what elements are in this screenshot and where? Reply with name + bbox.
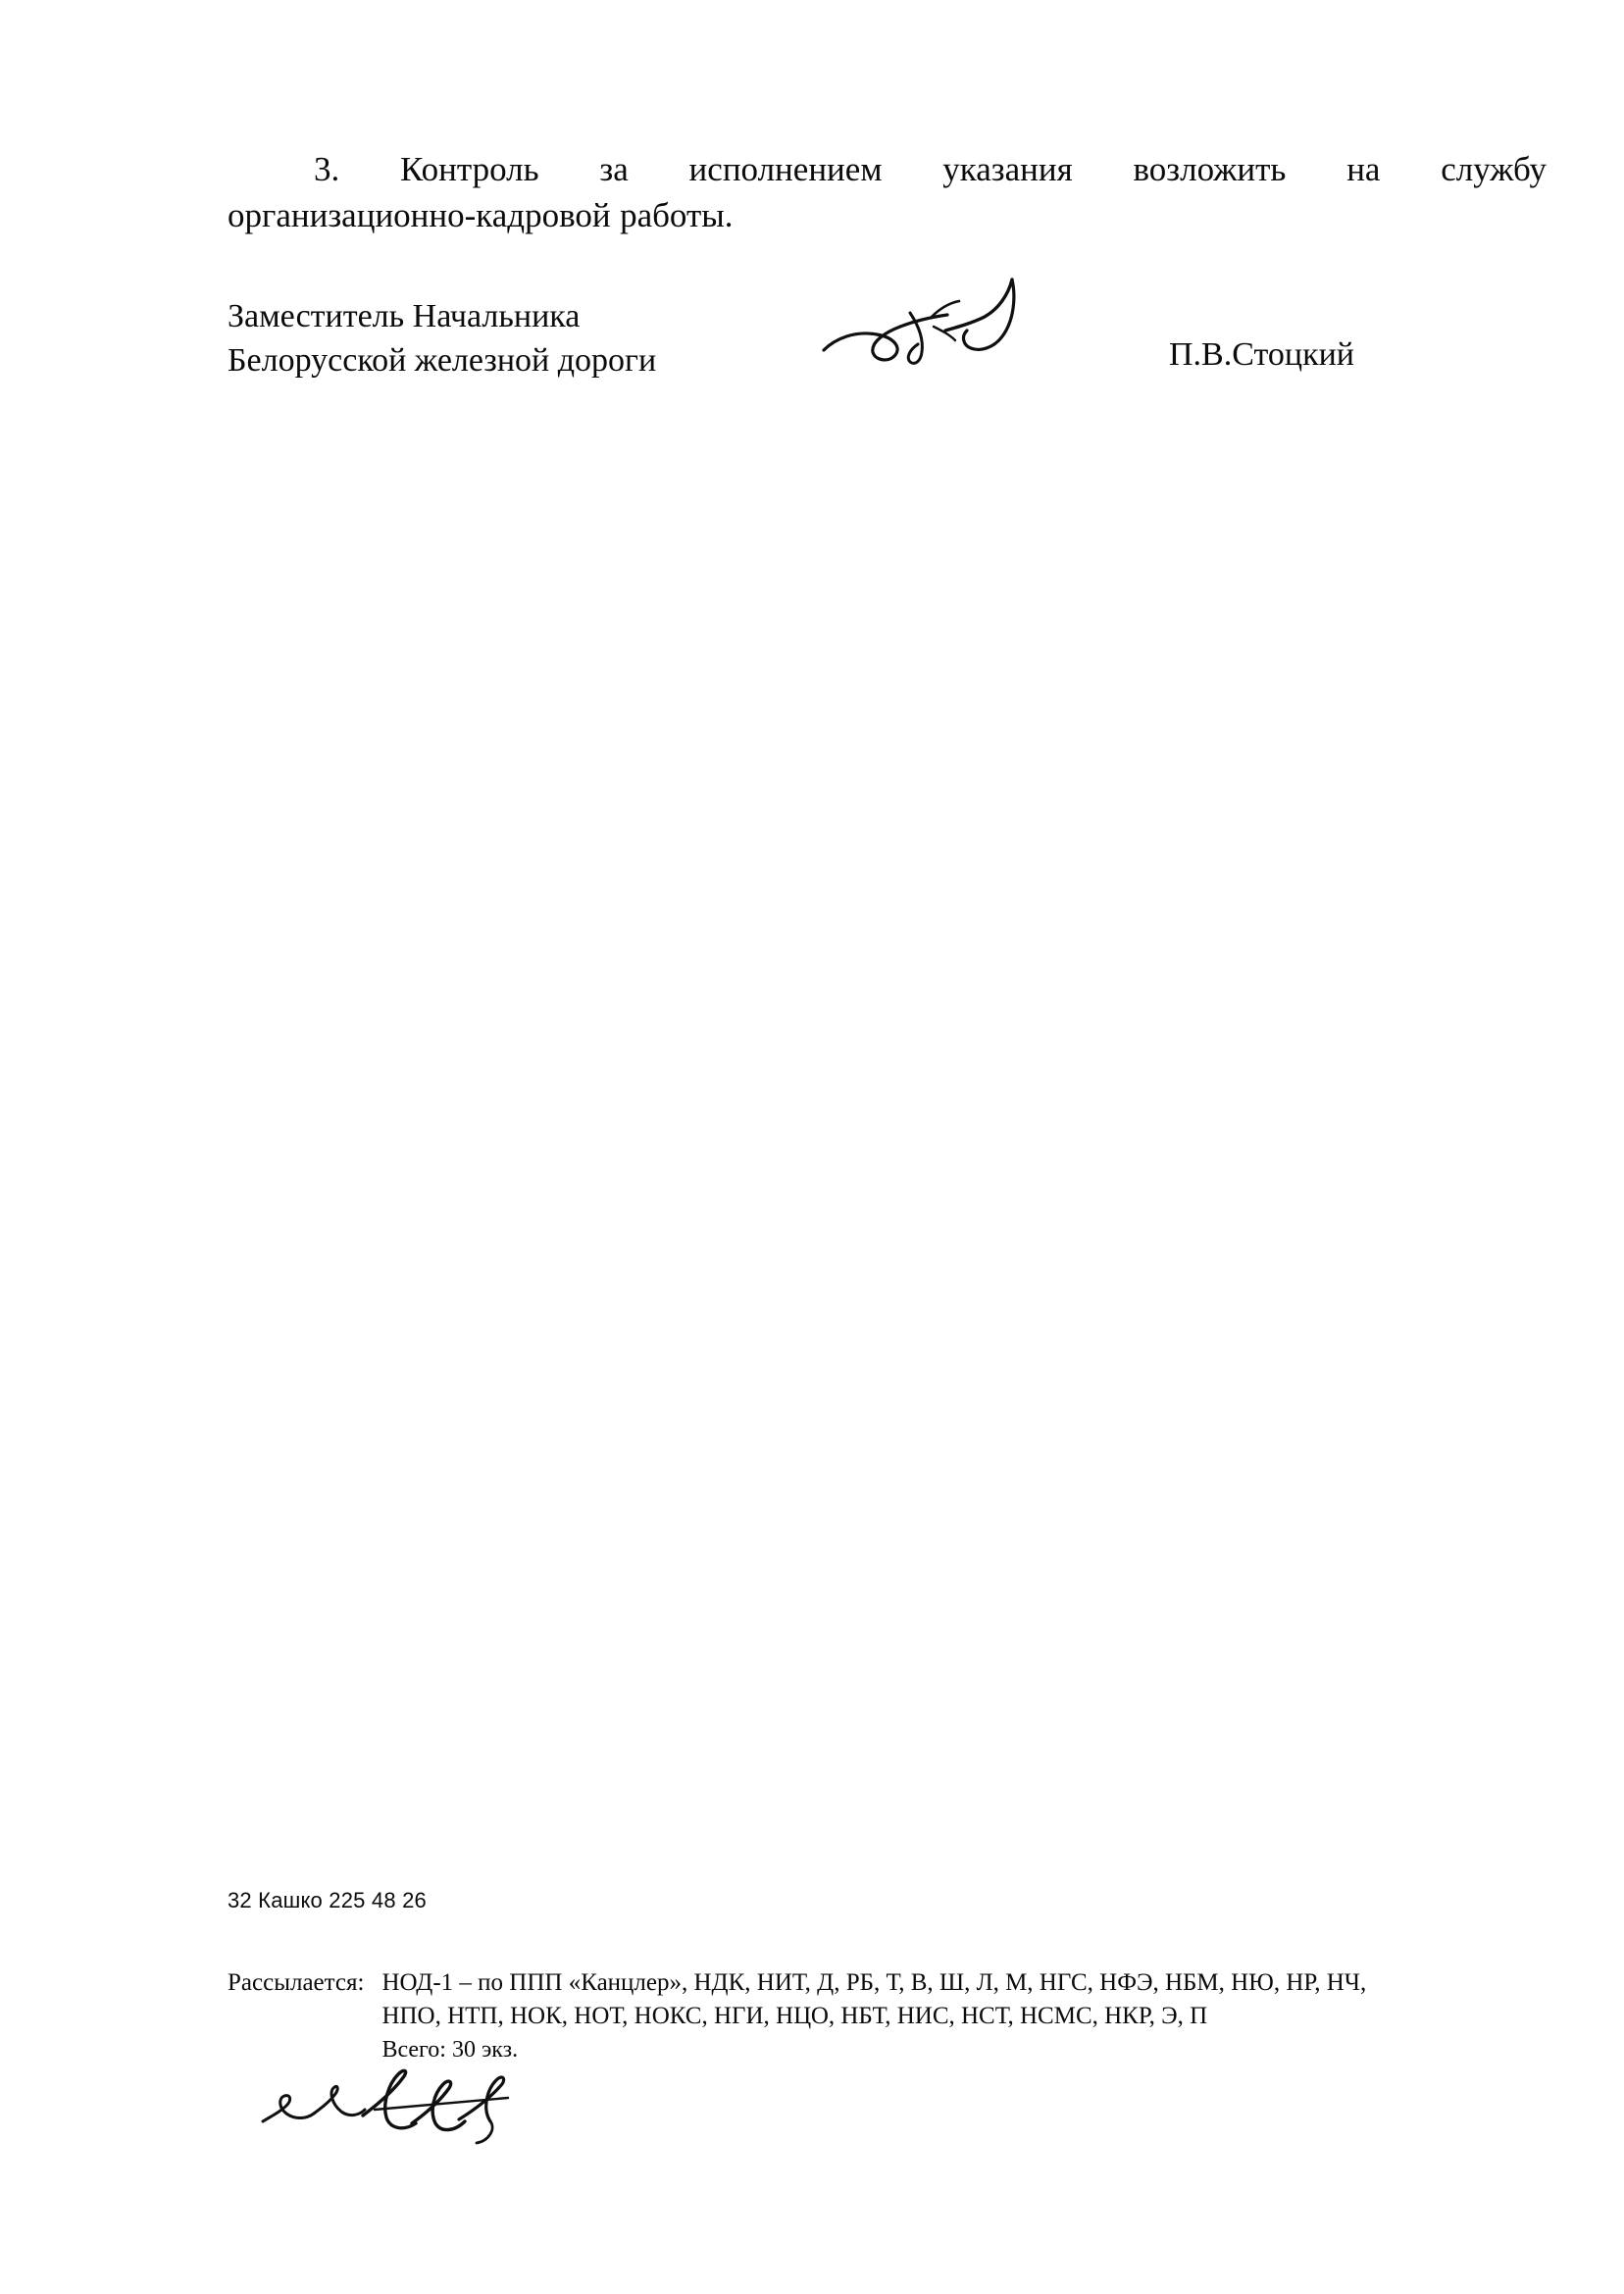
page-content: [228, 0, 1551, 2294]
handwritten-initials-icon: [257, 2065, 541, 2153]
paragraph-item-3-line-1: 3. Контроль за исполнением указания возложить на службу: [314, 150, 1547, 188]
paragraph-item-3: [228, 147, 1547, 238]
distribution-recipients: [381, 1966, 1561, 2065]
signature-block: [228, 294, 1547, 422]
handwritten-signature-icon: [816, 270, 1071, 397]
distribution-row: [228, 1966, 1561, 2065]
executor-contact: 32 Кашко 225 48 26: [228, 1888, 427, 1912]
distribution-line-2: НПО, НТП, НОК, НОТ, НОКС, НГИ, НЦО, НБТ, НИС, НСТ, НСМС, НКР, Э, П: [381, 2002, 1208, 2029]
distribution-total: Всего: 30 экз.: [381, 2037, 519, 2063]
signatory-name: П.В.Стоцкий: [1169, 336, 1354, 373]
signatory-title-line-2: Белорусской железной дороги: [228, 342, 657, 380]
signatory-title-line-1: Заместитель Начальника: [228, 298, 581, 334]
distribution-block: [228, 1966, 1561, 2065]
distribution-label: Рассылается:: [228, 1969, 365, 1996]
paragraph-item-3-line-2: организационно-кадровой работы.: [228, 195, 734, 234]
distribution-line-1: НОД-1 – по ППП «Канцлер», НДК, НИТ, Д, РБ, Т, В, Ш, Л, М, НГС, НФЭ, НБМ, НЮ, НР, НЧ,: [381, 1969, 1367, 1996]
signatory-title: [228, 294, 656, 382]
